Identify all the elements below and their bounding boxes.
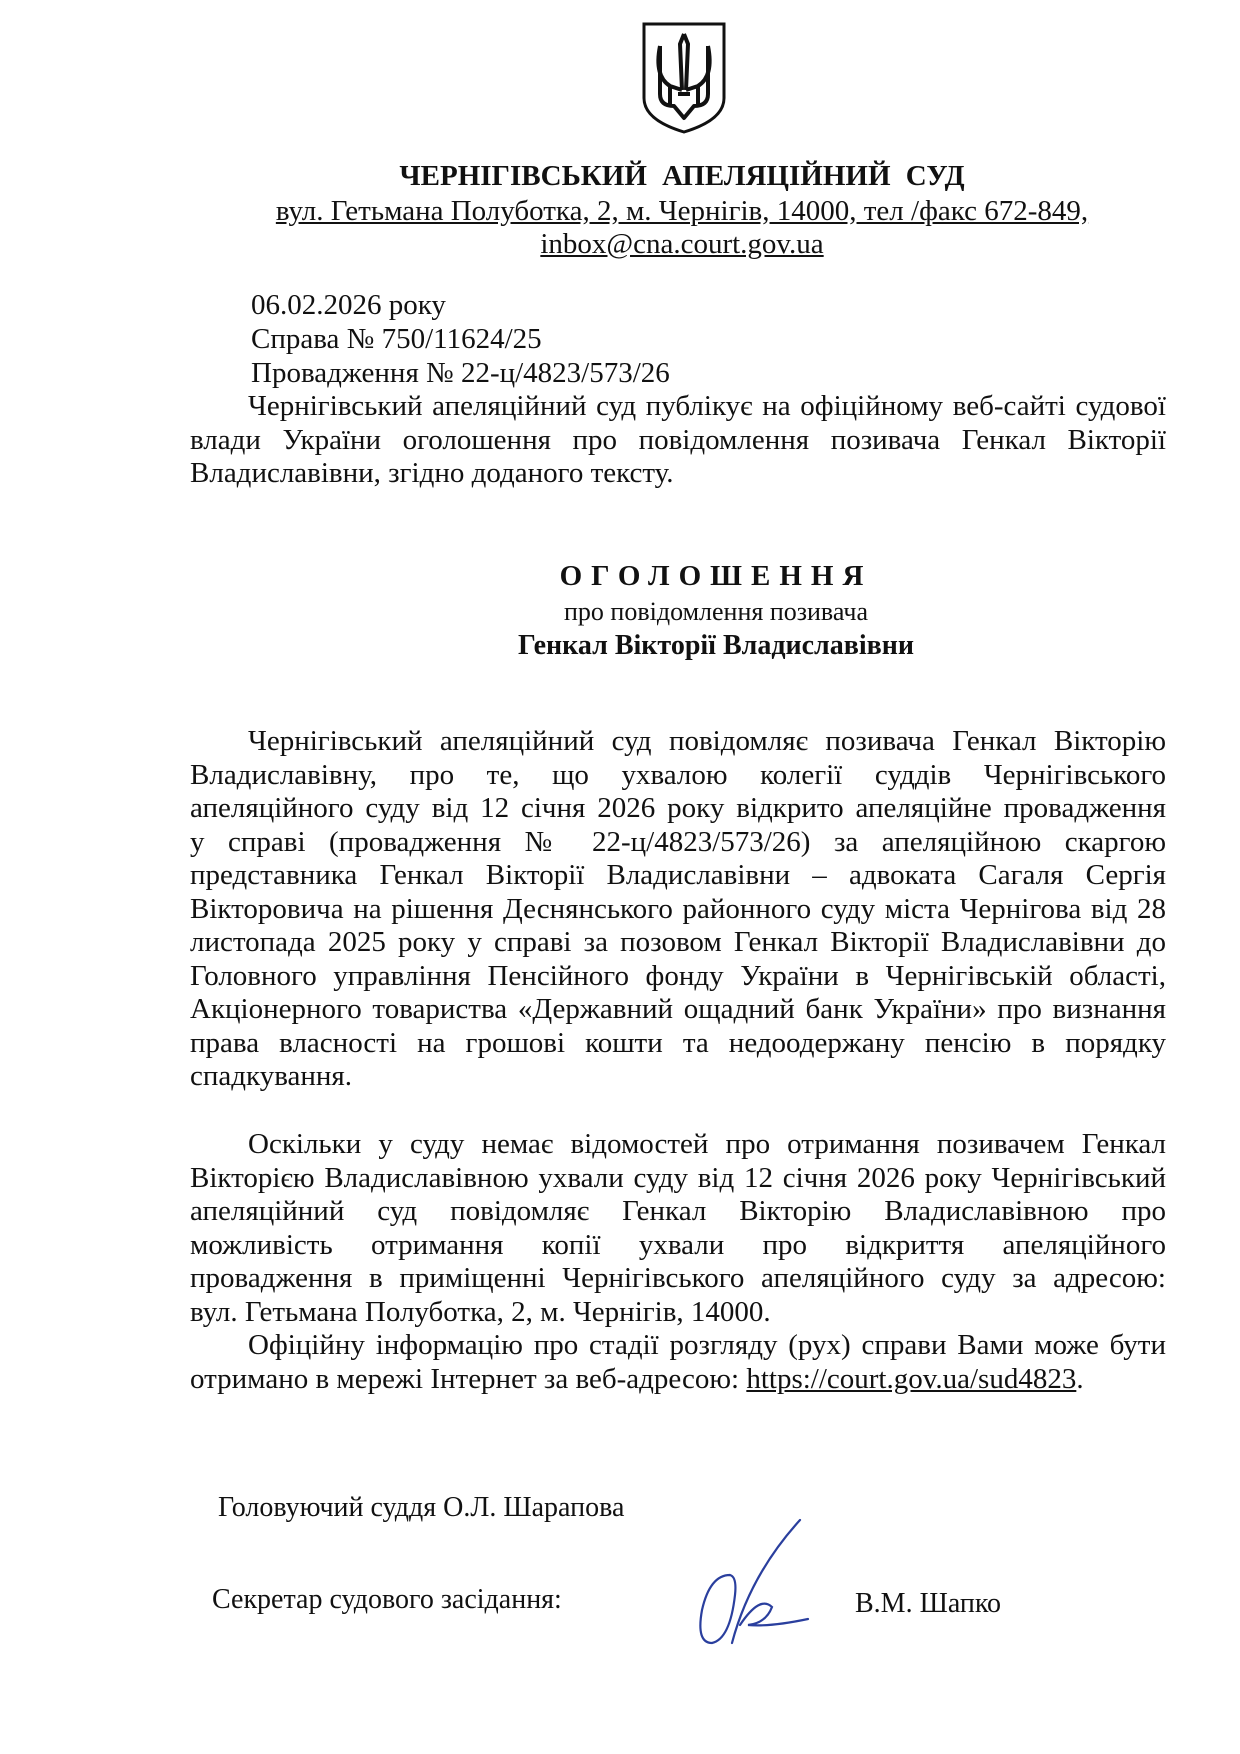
court-email: [62, 228, 1240, 261]
paragraph-line: спадкування.: [190, 1060, 353, 1092]
proceeding-number: Провадження № 22-ц/4823/573/26: [251, 357, 670, 389]
secretary-name: В.М. Шапко: [855, 1588, 1002, 1619]
paragraph-line: Акціонерного товариства «Державний ощадний банк України» про визнання: [190, 993, 1166, 1025]
paragraph-line: права власності на грошові кошти та недоодержану пенсію в порядку: [190, 1026, 1166, 1059]
intro-paragraph: [190, 390, 1166, 491]
document-date: 06.02.2026 року: [251, 289, 446, 321]
body-paragraph-2: [190, 1128, 1166, 1329]
announcement-subheading: про повідомлення позивача: [564, 597, 868, 626]
paragraph-line: Чернігівський апеляційний суд публікує на офіційному веб-сайті судової: [248, 390, 1166, 422]
case-url-link[interactable]: https://court.gov.ua/sud4823: [746, 1362, 1077, 1395]
paragraph-line: Вікторовича на рішення Деснянського районного суду міста Чернігова від 28: [190, 892, 1166, 925]
paragraph-line: у справі (провадження № 22-ц/4823/573/26) за апеляційною скаргою: [190, 825, 1166, 858]
handwritten-signature: [690, 1515, 820, 1650]
paragraph-line: Вікторією Владиславівною ухвали суду від 12 січня 2026 року Чернігівський: [190, 1161, 1166, 1194]
url-suffix: .: [1076, 1362, 1084, 1395]
paragraph-line: Головного управління Пенсійного фонду України в Чернігівській області,: [190, 959, 1166, 992]
paragraph-line: Оскільки у суду немає відомостей про отримання позивачем Генкал: [248, 1128, 1166, 1160]
paragraph-line: можливість отримання копії ухвали про відкриття апеляційного: [190, 1228, 1166, 1261]
paragraph-line: Офіційну інформацію про стадії розгляду (рух) справи Вами може бути: [248, 1329, 1166, 1361]
court-address: [62, 195, 1240, 228]
court-address-text: вул. Гетьмана Полуботка, 2, м. Чернігів, 14000, тел /факс 672-849,: [275, 195, 1089, 227]
secretary-label: Секретар судового засідання:: [212, 1584, 562, 1615]
coat-of-arms-icon: [640, 20, 728, 136]
body-paragraph-3: [190, 1329, 1166, 1396]
paragraph-line: влади України оголошення про повідомлення позивача Генкал Вікторії: [190, 423, 1166, 456]
announcement-heading: ОГОЛОШЕННЯ: [559, 560, 873, 592]
paragraph-line: представника Генкал Вікторії Владиславівни – адвоката Сагаля Сергія: [190, 859, 1166, 891]
paragraph-line: вул. Гетьмана Полуботка, 2, м. Чернігів, 14000.: [190, 1295, 771, 1328]
url-prefix: отримано в мережі Інтернет за веб-адресою:: [190, 1362, 747, 1395]
paragraph-line: апеляційний суд повідомляє Генкал Вікторію Владиславівною про: [190, 1195, 1166, 1227]
paragraph-line: апеляційного суду від 12 січня 2026 року відкрито апеляційне провадження: [190, 792, 1166, 824]
body-paragraph-1: [190, 725, 1166, 1094]
paragraph-line: [190, 1363, 1166, 1397]
paragraph-line: листопада 2025 року у справі за позовом Генкал Вікторії Владиславівни до: [190, 926, 1166, 958]
case-meta: [251, 288, 670, 390]
paragraph-line: Владиславівни, згідно доданого тексту.: [190, 457, 674, 489]
court-name: ЧЕРНІГІВСЬКИЙ АПЕЛЯЦІЙНИЙ СУД: [399, 160, 965, 192]
announcement-name: Генкал Вікторії Владиславівни: [517, 630, 915, 661]
case-number: Справа № 750/11624/25: [251, 323, 542, 355]
paragraph-line: провадження в приміщенні Чернігівського апеляційного суду за адресою:: [190, 1262, 1166, 1294]
presiding-judge: Головуючий суддя О.Л. Шарапова: [218, 1492, 625, 1523]
paragraph-line: Чернігівський апеляційний суд повідомляє позивача Генкал Вікторію: [248, 725, 1166, 757]
court-email-link[interactable]: inbox@cna.court.gov.ua: [540, 228, 824, 260]
paragraph-line: Владиславівну, про те, що ухвалою колегії суддів Чернігівського: [190, 758, 1166, 791]
